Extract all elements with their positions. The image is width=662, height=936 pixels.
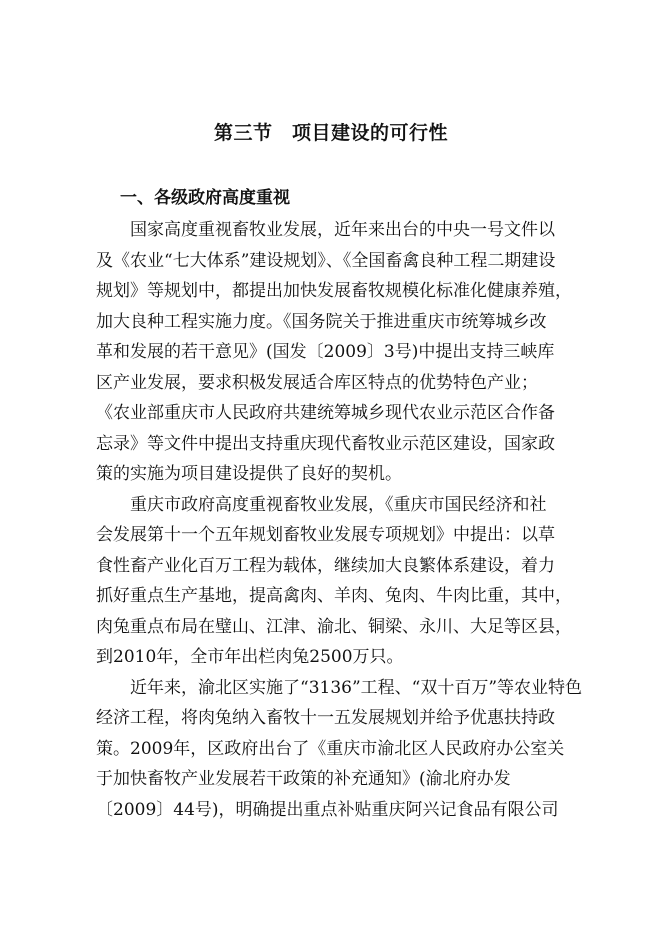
paragraph-line: 会发展第十一个五年规划畜牧业发展专项规划》中提出：以草: [96, 525, 555, 545]
paragraph-line: 于加快畜牧产业发展若干政策的补充通知》(渝北府办发: [96, 769, 511, 789]
paragraph-line: 规划》等规划中，都提出加快发展畜牧规模化标准化健康养殖，: [96, 281, 572, 301]
paragraph-line: 重庆市政府高度重视畜牧业发展，《重庆市国民经济和社: [130, 494, 547, 515]
section-title: 第三节 项目建设的可行性: [213, 122, 448, 144]
paragraph-line: 〔2009〕44号)，明确提出重点补贴重庆阿兴记食品有限公司: [96, 799, 559, 820]
paragraph-line: 食性畜产业化百万工程为载体，继续加大良繁体系建设，着力: [96, 555, 555, 576]
paragraph-line: 抓好重点生产基地，提高禽肉、羊肉、兔肉、牛肉比重，其中，: [96, 586, 572, 606]
paragraph-national-policy: [96, 215, 592, 490]
paragraph-yubei-policy: [96, 673, 592, 826]
paragraph-line: 肉兔重点布局在璧山、江津、渝北、铜梁、永川、大足等区县，: [96, 616, 572, 637]
paragraph-line: 策。2009年，区政府出台了《重庆市渝北区人民政府办公室关: [96, 738, 565, 759]
paragraph-line: 到2010年，全市年出栏肉兔2500万只。: [96, 647, 404, 667]
paragraph-line: 区产业发展，要求积极发展适合库区特点的优势特色产业；: [96, 372, 538, 393]
paragraph-line: 加大良种工程实施力度。《国务院关于推进重庆市统筹城乡改: [96, 311, 547, 332]
paragraph-line: 忘录》等文件中提出支持重庆现代畜牧业示范区建设，国家政: [96, 433, 555, 454]
paragraph-line: 《农业部重庆市人民政府共建统筹城乡现代农业示范区合作备: [96, 403, 555, 423]
paragraph-line: 及《农业“七大体系”建设规划》、《全国畜禽良种工程二期建设: [96, 250, 556, 271]
paragraph-line: 近年来，渝北区实施了“3136”工程、“双十百万”等农业特色: [130, 677, 583, 698]
paragraph-line: 经济工程，将肉兔纳入畜牧十一五发展规划并给予优惠扶持政: [96, 708, 555, 728]
section-heading: 一、各级政府高度重视: [120, 188, 290, 208]
paragraph-chongqing-policy: [96, 490, 592, 673]
paragraph-line: 国家高度重视畜牧业发展，近年来出台的中央一号文件以: [130, 220, 555, 240]
paragraph-line: 策的实施为项目建设提供了良好的契机。: [96, 464, 402, 484]
paragraph-line: 革和发展的若干意见》(国发〔2009〕3号)中提出支持三峡库: [96, 342, 555, 362]
document-body: [96, 215, 592, 825]
